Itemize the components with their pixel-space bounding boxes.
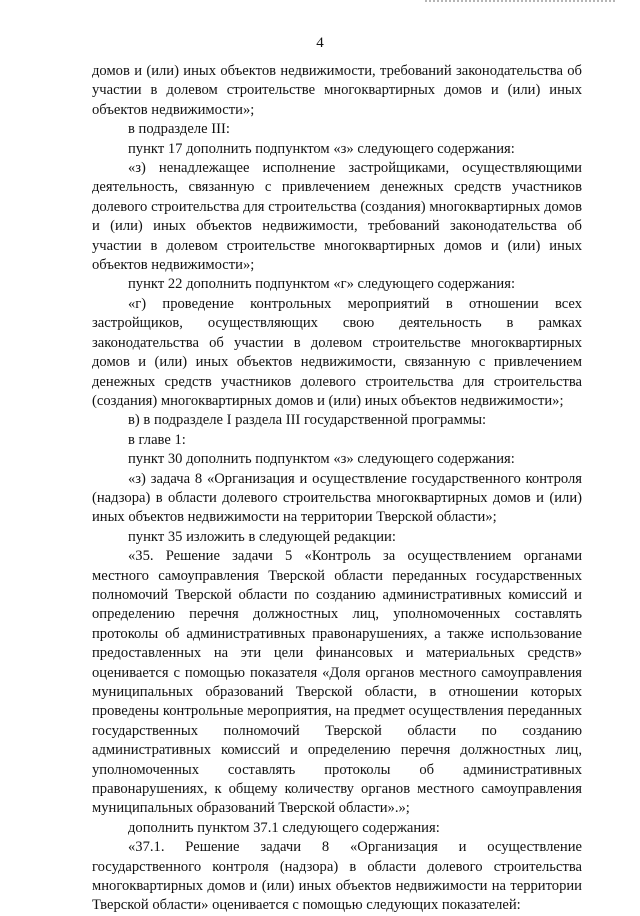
paragraph: пункт 30 дополнить подпунктом «з» следующего содержания: (128, 451, 515, 468)
paragraph: в подразделе III: (128, 121, 230, 138)
paragraph: в главе 1: (128, 431, 186, 448)
paragraph: «з) задача 8 «Организация и осуществление государственного контроля (надзора) в области долевого строительства многоквартирных домов и (или) иных объектов недвижимости на территории Тверской области»; (92, 470, 582, 526)
document-body (92, 62, 582, 916)
paragraph: в) в подразделе I раздела III государственной программы: (128, 412, 487, 429)
paragraph: «з) ненадлежащее исполнение застройщиками, осуществляющими деятельность, связанную с привлечением денежных средств участников долевого строительства для строительства (создания) многоквартирных домов и (или) иных объектов недвижимости, требований законодательства об участии в долевом строительстве многоквартирных домов и (или) иных объектов недвижимости»; (92, 160, 582, 274)
paragraph: домов и (или) иных объектов недвижимости, требований законодательства об участии в долевом строительстве многоквартирных домов и (или) иных объектов недвижимости»; (92, 63, 582, 118)
page-number: 4 (316, 35, 324, 51)
paragraph: «35. Решение задачи 5 «Контроль за осуществлением органами местного самоуправления Тверской области переданных государственных полномочий Тверской области по созданию административных комиссий и определению перечня должностных лиц, уполномоченных составлять протоколы об административных правонарушениях, а также использование предоставленных на эти цели финансовых и материальных средств» оценивается с помощью показателя «Доля органов местного самоуправления муниципальных образований Тверской области, в отношении которых проведены контрольные мероприятия, на предмет осуществления переданных государственных полномочий Тверской области по созданию административных комиссий и определению перечня должностных лиц, уполномоченных составлять протоколы об административных правонарушениях, к общему количеству органов местного самоуправления муниципальных образований Тверской области».»; (92, 548, 582, 817)
scan-header-mark (425, 0, 615, 7)
paragraph: дополнить пунктом 37.1 следующего содержания: (128, 819, 440, 836)
paragraph: «г) проведение контрольных мероприятий в отношении всех застройщиков, осуществляющих свою деятельность в рамках законодательства об участии в долевом строительстве многоквартирных домов и (или) иных объектов недвижимости, связанную с привлечением денежных средств участников долевого строительства для строительства (создания) многоквартирных домов и (или) иных объектов недвижимости»; (92, 295, 582, 409)
paragraph: «37.1. Решение задачи 8 «Организация и осуществление государственного контроля (надзора) в области долевого строительства многоквартирных домов и (или) иных объектов недвижимости на территории Тверской области» оценивается с помощью следующих показателей: (92, 839, 582, 914)
paragraph: пункт 17 дополнить подпунктом «з» следующего содержания: (128, 140, 515, 157)
paragraph: пункт 22 дополнить подпунктом «г» следующего содержания: (128, 276, 515, 293)
paragraph: пункт 35 изложить в следующей редакции: (128, 528, 396, 545)
